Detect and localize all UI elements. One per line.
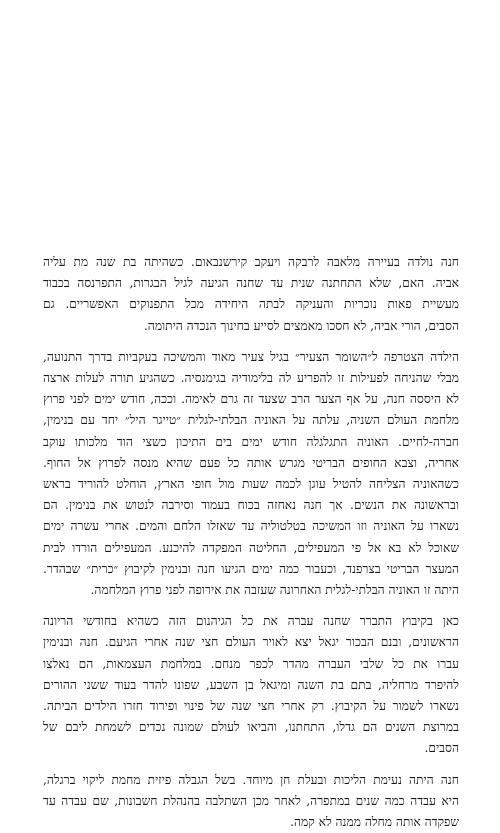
text-line: עברו את כל שלבי העברה מהדר לכפר מנחם. במלחמת העצמאות, הם נאלצו (43, 656, 459, 671)
paragraph-work (43, 770, 459, 833)
paragraph-birth (43, 252, 459, 337)
text-line: להיפרד מרחליה, בתם בת השנה ומיגאל בן השבע, שפונו להדר בעוד ששני ההורים (43, 677, 459, 692)
text-line: מעשיית פאות נוכריות והעניקה לבתה היחידה מכל התפנוקים האפשריים. גם (43, 297, 459, 312)
paragraph-gap (43, 760, 459, 770)
text-line: לא היססה חנה, על אף הצער הרב שצעד זה גרם לאימה. וככה, חודש ימים לפני פרוץ (43, 392, 459, 407)
text-line: הראשונים, ובנם הבכור יגאל יצא לאויר העולם חצי שנה אחרי הגיעם. חנה ובנימין (43, 635, 459, 650)
text-line: חברה-לחיים. האוניה התגלגלה חודש ימים בים התיכון כשצי הוד מלכותו עוקב (43, 434, 459, 449)
text-line: נשארו על האוניה וזו המשיכה בטלטוליה עד שאזלו הלחם והמים. אחרי עשרה ימים (43, 519, 459, 534)
text-line: כאן בקיבוץ התברר שחנה עברה את כל הגיהנום הזה כשהיא בחודשי הריונה (43, 614, 459, 629)
text-line: במרוצת השנים הם גדלו, התחתנו, והביאו לעולם שמונה נכדים לשמחת ליבם של (43, 720, 459, 735)
text-line: מלחמת העולם השניה, עלתה על האוניה הבלתי-לגלית ״טייגר היל״ יחד עם בנימין, (43, 413, 459, 428)
paragraph-gap (43, 601, 459, 611)
text-line: מבלי שהניחה לפעילות זו להפריע לה בלימודיה בגימנסיה. כשהגיע תורה לעלות ארצה (43, 371, 459, 386)
text-line: חנה היתה נעימת הליכות ובעלת חן מיוחד. בשל הגבלה פיזית מחמת ליקוי ברגלה, (43, 772, 459, 787)
paragraph-gap (43, 337, 459, 347)
text-line: המעצר הבריטי בצרפנד, וכעבור כמה ימים הגיעו חנה ובנימין לקיבוץ ״כרית״ שבהדר. (43, 561, 459, 576)
text-line: שאוכל לא בא אל פי המעפילים, החליטה המפקדה להיכנע. המעפילים הורדו לבית (43, 540, 459, 555)
paragraph-immigration (43, 347, 459, 601)
text-line: שפקדה אותה מחלה ממנה לא קמה. (290, 815, 459, 830)
text-line: אחריה, וצבא החופים הבריטי מגרש אותה כל פעם שהיא מנסה לפרוץ אל החוף. (43, 455, 459, 470)
paragraph-kibbutz (43, 611, 459, 759)
text-line: כשהאוניה הצליחה להטיל עוגן לכמה שעות מול חופי הארץ, הוחלט להוריד בראש (43, 477, 459, 492)
text-line: היא עבדה כמה שנים במתפרה, לאחר מכן השתלבה בהנהלת חשבונות, שם עבדה עד (43, 793, 459, 808)
text-line: אביה. האם, שלא התחתנה שנית עד שחנה הגיעה לגיל הבגרות, התפרנסה בכבוד (43, 276, 459, 291)
text-line: הסבים. (424, 741, 459, 756)
text-line: ובראשונה את הנשים. אך חנה נאחזה בכוח בעמוד וסירבה לנטוש את בנימין. הם (43, 498, 459, 513)
text-line: הילדה הצטרפה ל״השומר הצעיר״ בגיל צעיר מאוד והמשיכה בעקביות בדרך התנועה, (43, 349, 459, 364)
document-page (43, 252, 459, 833)
text-line: היתה זו האוניה הבלתי-לגלית האחרונה שעזבה את אירופה לפני פרוץ המלחמה. (90, 583, 459, 598)
text-line: הסבים, הורי אביה, לא חסכו מאמצים לסייע בחינוך הנכדה היתומה. (143, 318, 459, 333)
text-line: חנה נולדה בעיירה מלאבה לרבקה ויעקב קירשנבאום. כשהיתה בת שנה מת עליה (43, 255, 459, 269)
text-line: נשארו לשמור על הקיבוץ. רק אחרי חצי שנה של פינוי ופירוד חזרו הילדים הביתה. (43, 699, 459, 714)
